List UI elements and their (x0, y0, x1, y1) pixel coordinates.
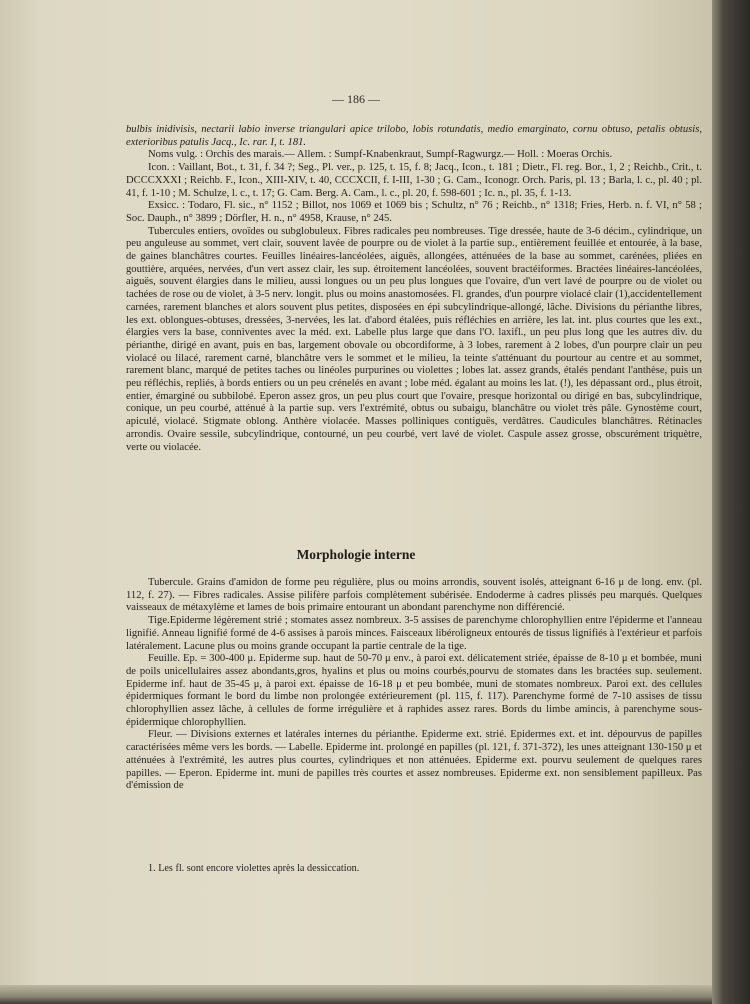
internal-morphology (126, 577, 702, 793)
footnote: 1. Les fl. sont encore violettes après la dessiccation. (148, 863, 360, 874)
exsiccata: Exsicc. : Todaro, Fl. sic., n° 1152 ; Billot, nos 1069 et 1069 bis ; Schultz, n° 76 ; Reichb., n° 1318; Fries, Herb. n. f. VI, n° 58 ; Soc. Dauph., n° 3899 ; Dörfler, H. n., n° 4958, Krause, n° 245. (126, 200, 702, 224)
latin-diagnosis: bulbis inidivisis, nectarii labio inverse triangulari apice trilobo, lobis rotundatis, medio emarginato, cornu obtuso, petalis obtusis, exterioribus patulis Jacq., Ic. rar. I, t. 181. (126, 124, 702, 148)
feuille-paragraph: Feuille. Ep. = 300-400 μ. Epiderme sup. haut de 50-70 μ env., à paroi ext. délicatement striée, épaisse de 8-10 μ et bombée, muni de poils unicellulaires assez abondants,gros, hyalins et plus ou moins courbés,pourvu de stomates dans les bractées sup. seulement. Epiderme inf. haut de 35-45 μ, à paroi ext. épaisse de 16-18 μ et peu bombée, muni de stomates nombreux. Paroi ext. des cellules épidermiques formant le bord du limbe non prolongée extérieurement (pl. 115, f. 117). Parenchyme formé de 7-10 assises de tissu chlorophyllien assez lâche, à cellules de forme irrégulière et à raphides assez rares. Bords du limbe amincis, à parenchyme sous-épidermique chlorophyllien. (126, 653, 702, 728)
iconography: Icon. : Vaillant, Bot., t. 31, f. 34 ?; Seg., Pl. ver., p. 125, t. 15, f. 8; Jacq., Icon., t. 181 ; Dietr., Fl. reg. Bor., 1, 2 ; Reichb., Crit., t. DCCCXXXI ; Reichb. F., Icon., XIII-XIV, t. 40, CCCXCII, f. I-III, 1-30 ; G. Cam., Iconogr. Orch. Paris, pl. 13 ; Barla, l. c., pl. 40 ; pl. 41, f. 1-10 ; M. Schulze, l. c., t. 17; G. Cam. Berg. A. Cam., l. c., pl. 20, f. 598-601 ; Ic. n., pl. 35, f. 1-13. (126, 162, 702, 199)
morphology-external: Tubercules entiers, ovoïdes ou subglobuleux. Fibres radicales peu nombreuses. Tige dressée, haute de 3-6 décim., cylindrique, un peu anguleuse au sommet, vert clair, souvent lavée de pourpre ou de violet à la partie sup., entièrement feuillée et entourée, à la base, de gaines blanchâtres courtes. Feuilles linéaires-lancéolées, aiguës, allongées, atténuées de la base au sommet, carénées, pliées en gouttière, arquées, nervées, d'un vert assez clair, les sup. étroitement lancéolées, souvent bractéiformes. Bractées linéaires-lancéolées, aiguës, souvent élargies dans le milieu, aussi longues ou un peu plus longues que l'ovaire, d'un vert lavé de pourpre ou de violet ou tachées de rose ou de violet, à 3-5 nerv. longit. plus ou moins anastomosées. Fl. grandes, d'un pourpre violacé clair (1),accidentellement carnées, rarement blanches et alors souvent plus petites, disposées en épi subcylindrique-allongé, lâche. Divisions du périanthe libres, les ext. oblongues-obtuses, dressées, 3-nervées, les lat. d'abord étalées, puis réfléchies en arrière, les lat. int. plus courtes que les ext., élargies vers la base, conniventes avec la méd. ext. Labelle plus large que dans l'O. laxifl., un peu plus long que les autres div. du périanthe, dirigé en avant, puis en bas, largement obovale ou obcordiforme, à 3 lobes, rarement à 2 lobes, d'un pourpre clair un peu violacé ou lilacé, rarement carné, blanchâtre vers le sommet et le milieu, la teinte s'atténuant du pourtour au centre et au sommet, rarement blanc, marqué de petites taches ou linéoles purpurines ou violettes ; lobes lat. assez grands, étalés pendant l'anthèse, puis un peu réfléchis, repliés, à bords entiers ou un peu crénelés en avant ; lobe méd. égalant au moins les lat. (!), les dépassant ord., plus étroit, entier, émarginé ou subbilobé. Eperon assez gros, un peu plus court que l'ovaire, presque horizontal ou dirigé en bas, subcylindrique, conique, un peu courbé, atténué à la partie sup. vers l'extrémité, obtus ou subaigu, blanchâtre ou violet très pâle. Gynostème court, apiculé, violacé. Stigmate oblong. Anthère violacée. Masses polliniques contiguës, verdâtres. Caudicules blanchâtres. Rétinacles arrondis. Ovaire sessile, subcylindrique, contourné, un peu courbé, vert lavé de violet. Caspule assez grosse, obscurément triquètre, verte ou violacée. (126, 225, 702, 453)
page-bottom-edge (0, 985, 712, 1004)
section-heading: Morphologie interne (296, 547, 416, 562)
vernacular-names: Noms vulg. : Orchis des marais.— Allem. : Sumpf-Knabenkraut, Sumpf-Ragwurgz.— Holl. : Moeras Orchis. (148, 149, 613, 161)
tubercule-paragraph: Tubercule. Grains d'amidon de forme peu régulière, plus ou moins arrondis, souvent isolés, atteignant 6-16 μ de long. env. (pl. 112, f. 27). — Fibres radicales. Assise pilifère parfois complètement subérisée. Endoderme à cadres plissés peu marqués. Quelques vaisseaux de métaxylème et lames de bois primaire entourant un abondant parenchyme non différencié. (126, 577, 702, 614)
book-spine (712, 0, 750, 1004)
fleur-paragraph: Fleur. — Divisions externes et latérales internes du périanthe. Epiderme ext. strié. Epidermes ext. et int. dépourvus de papilles caractérisées même vers les bords. — Labelle. Epiderme int. prolongé en papilles (pl. 121, f. 371-372), les unes atteignant 130-150 μ et atténuées à l'extrémité, les autres plus courtes, cylindriques et non atténuées. Epiderme ext. pourvu seulement de quelques rares papilles. — Eperon. Epiderme int. muni de papilles très courtes et assez nombreuses. Epiderme ext. non sensiblement papilleux. Pas d'émission de (126, 729, 702, 792)
species-description (126, 124, 702, 454)
page-number: — 186 — (332, 92, 380, 106)
tige-paragraph: Tige.Epiderme légèrement strié ; stomates assez nombreux. 3-5 assises de parenchyme chlorophyllien entre l'épiderme et l'anneau lignifié. Anneau lignifié formé de 4-6 assises à parois minces. Faisceaux libéroligneux entourés de tissus lignifiés à l'extérieur et parfois latéralement. Lacune plus ou moins grande occupant la partie centrale de la tige. (126, 615, 702, 652)
